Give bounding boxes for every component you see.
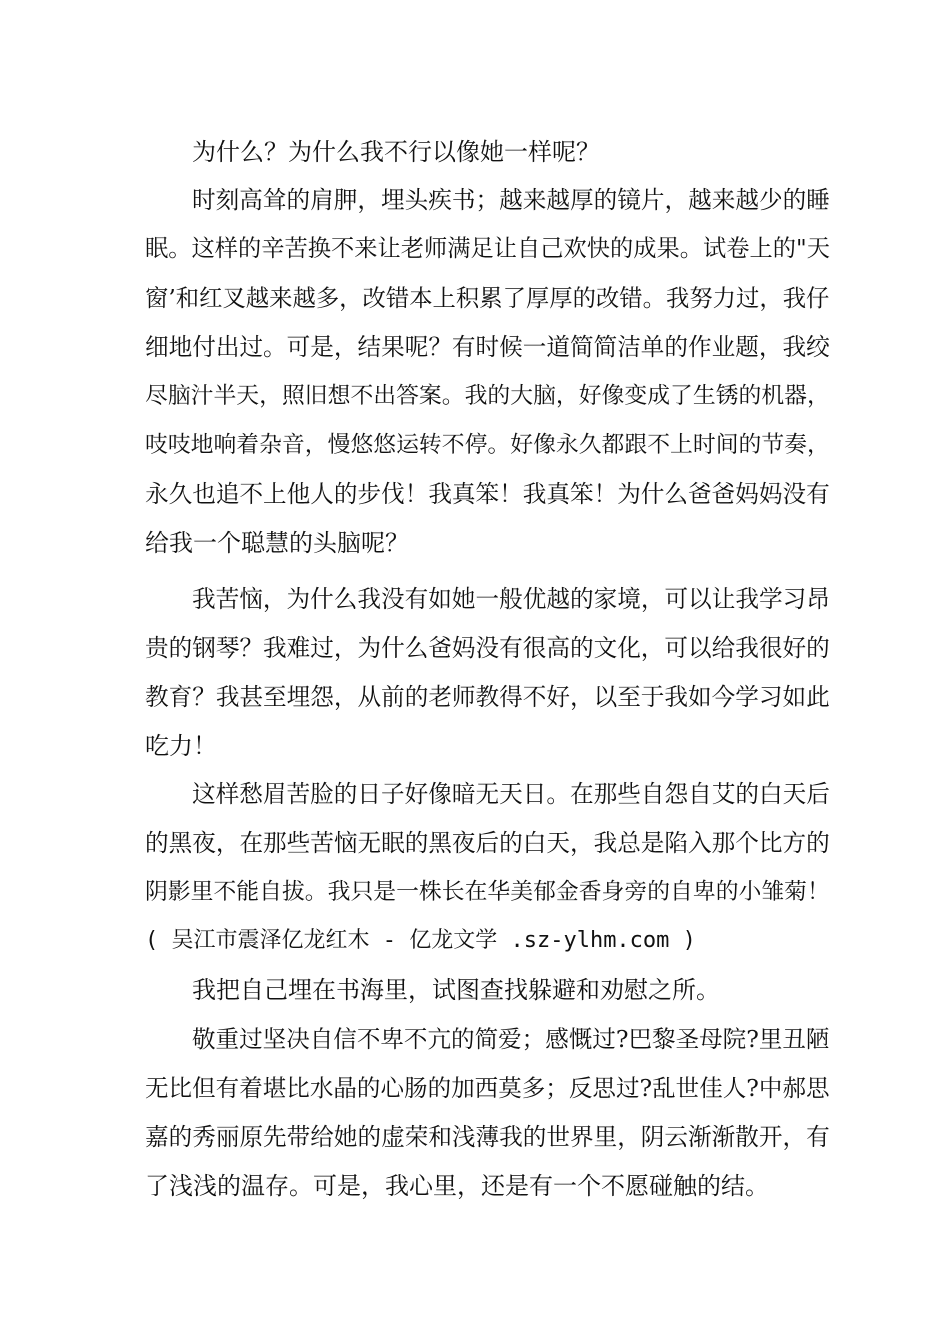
- text-line: 了浅浅的温存。可是，我心里，还是有一个不愿碰触的结。: [145, 1172, 769, 1200]
- text-line: 吱吱地响着杂音，慢悠悠运转不停。好像永久都跟不上时间的节奏，: [145, 432, 830, 458]
- text-line: 嘉的秀丽原先带给她的虚荣和浅薄我的世界里，阴云渐渐散开，有: [145, 1123, 830, 1151]
- text-line: 这样愁眉苦脸的日子好像暗无天日。在那些自怨自艾的白天后: [192, 780, 830, 808]
- text-line: 的黑夜，在那些苦恼无眠的黑夜后的白天，我总是陷入那个比方的: [145, 829, 830, 857]
- text-line: 贵的钢琴？我难过，为什么爸妈没有很高的文化，可以给我很好的: [145, 634, 830, 662]
- text-line: 我把自己埋在书海里，试图查找躲避和劝慰之所。: [192, 976, 720, 1004]
- text-line: 为什么？为什么我不行以像她一样呢？: [192, 138, 600, 166]
- text-line: 吃力！: [145, 732, 217, 760]
- text-line: 阴影里不能自拔。我只是一株长在华美郁金香身旁的自卑的小雏菊！: [145, 879, 830, 905]
- text-line: 细地付出过。可是，结果呢？有时候一道简简洁单的作业题，我绞: [145, 333, 830, 361]
- text-line: 永久也追不上他人的步伐！我真笨！我真笨！为什么爸爸妈妈没有: [145, 480, 830, 508]
- text-line: 无比但有着堪比水晶的心肠的加西莫多；反思过?乱世佳人?中郝思: [145, 1074, 830, 1102]
- text-line: 给我一个聪慧的头脑呢？: [145, 529, 409, 557]
- source-line: ( 吴江市震泽亿龙红木 - 亿龙文学 .sz-ylhm.com ): [145, 928, 696, 953]
- text-line: 眠。这样的辛苦换不来让老师满足让自己欢快的成果。试卷上的"天: [145, 235, 830, 262]
- text-line: 敬重过坚决自信不卑不亢的简爱；感慨过?巴黎圣母院?里丑陋: [192, 1025, 830, 1053]
- text-line: 时刻高耸的肩胛，埋头疾书；越来越厚的镜片，越来越少的睡: [192, 186, 830, 214]
- text-line: 窗’和红叉越来越多，改错本上积累了厚厚的改错。我努力过，我仔: [145, 284, 830, 312]
- text-line: 我苦恼，为什么我没有如她一般优越的家境，可以让我学习昂: [192, 585, 830, 613]
- text-line: 教育？我甚至埋怨，从前的老师教得不好，以至于我如今学习如此: [145, 683, 830, 711]
- text-line: 尽脑汁半天，照旧想不出答案。我的大脑，好像变成了生锈的机器，: [145, 383, 830, 409]
